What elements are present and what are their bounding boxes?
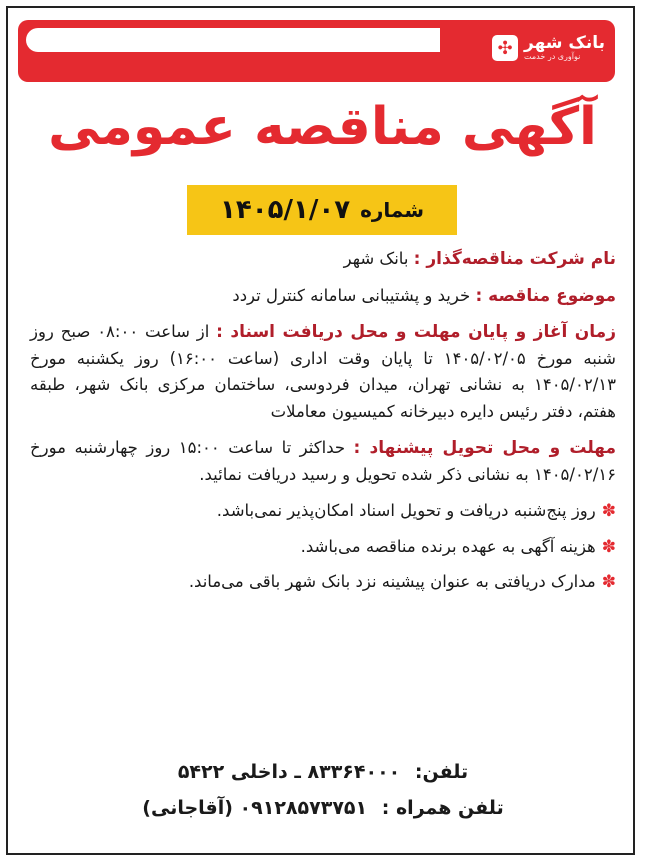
section-label: موضوع مناقصه :: [475, 285, 616, 306]
mobile-value: ۰۹۱۲۸۵۷۳۷۵۱ (آقاجانی): [142, 797, 368, 819]
asterisk-icon: ✽: [601, 572, 616, 592]
bank-logo-icon: ✣: [492, 35, 518, 61]
section-document-period: [30, 319, 616, 425]
note-text: روز پنج‌شنبه دریافت و تحویل اسناد امکان‌پذیر نمی‌باشد.: [216, 501, 596, 520]
contact-info: [30, 754, 616, 826]
section-text: حداکثر تا ساعت ۱۵:۰۰ روز چهارشنبه مورخ ۱۴۰۵/۰۲/۱۶ به نشانی ذکر شده تحویل و رسید دریافت نمائید.: [30, 438, 616, 484]
section-label: مهلت و محل تحویل پیشنهاد :: [353, 438, 617, 458]
section-label: نام شرکت مناقصه‌گذار :: [413, 249, 616, 269]
asterisk-icon: ✽: [601, 501, 616, 521]
page-title: آگهی مناقصه عمومی: [48, 97, 597, 157]
section-submission-deadline: [30, 435, 616, 488]
mobile-label: تلفن همراه :: [381, 797, 504, 819]
bank-logo-slogan: نوآوری در خدمت: [524, 52, 581, 61]
asterisk-icon: ✽: [601, 536, 616, 557]
section-text: از ساعت ۰۸:۰۰ صبح روز شنبه مورخ ۱۴۰۵/۰۲/۰۵ تا پایان وقت اداری (ساعت ۱۶:۰۰) روز یکشنبه مورخ ۱۴۰۵/۰۲/۱۳ به نشانی تهران، میدان فردوسی، ساختمان مرکزی بانک شهر، طبقه هفتم، دفتر رئیس دایره دبیرخانه کمیسیون معاملات: [30, 322, 616, 421]
note-item: [30, 569, 616, 596]
phone-line: [30, 754, 616, 790]
note-item: [30, 498, 616, 525]
section-organizer: [30, 246, 616, 273]
mobile-line: [30, 790, 616, 826]
notice-number-label: شماره: [360, 198, 424, 222]
note-item: [30, 534, 616, 561]
note-text: هزینه آگهی به عهده برنده مناقصه می‌باشد.: [300, 536, 596, 556]
bank-logo-name: بانک شهر: [524, 33, 605, 53]
note-text: مدارک دریافتی به عنوان پیشینه نزد بانک شهر باقی می‌ماند.: [188, 572, 596, 591]
section-text: بانک شهر: [343, 249, 409, 268]
section-text: خرید و پشتیبانی سامانه کنترل تردد: [232, 285, 471, 305]
phone-value: ۸۳۳۶۴۰۰۰ ـ داخلی ۵۴۲۲: [177, 761, 401, 783]
section-label: زمان آغاز و پایان مهلت و محل دریافت اسناد :: [216, 322, 616, 342]
notice-body: [30, 246, 616, 605]
header-banner-stripe: [26, 28, 440, 52]
notice-number-badge: [187, 185, 457, 235]
section-subject: [30, 283, 616, 310]
phone-label: تلفن:: [414, 761, 469, 783]
bank-logo: [492, 28, 605, 68]
notice-number-value: ۱۴۰۵/۱/۰۷: [220, 195, 351, 225]
notes-list: [30, 498, 616, 596]
